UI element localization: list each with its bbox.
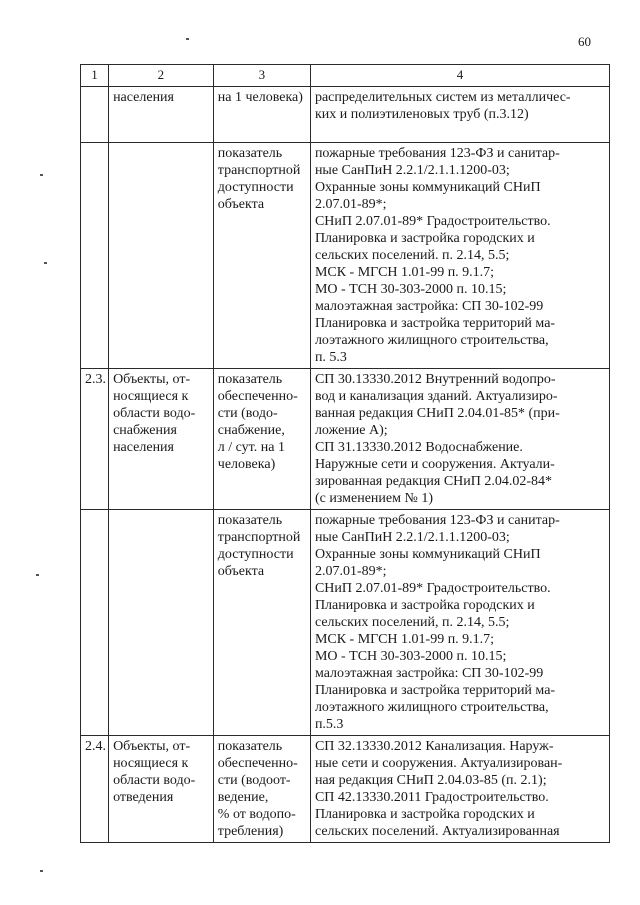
indicator-cell: показатель обеспеченно- сти (водо- снабжение, л / сут. на 1 человека) [213, 369, 310, 510]
object-cell [109, 510, 214, 736]
row-number [81, 87, 109, 143]
scan-speck [186, 38, 189, 40]
row-number [81, 143, 109, 369]
table-row [81, 87, 610, 143]
row-number [81, 510, 109, 736]
object-cell: Объекты, от- носящиеся к области водо- снабжения населения [109, 369, 214, 510]
table-header-row [81, 65, 610, 87]
scan-speck [40, 870, 43, 872]
scan-speck [36, 574, 39, 576]
indicator-cell: на 1 человека) [213, 87, 310, 143]
header-cell-3: 3 [213, 65, 310, 87]
object-cell: населения [109, 87, 214, 143]
row-number: 2.3. [81, 369, 109, 510]
header-cell-4: 4 [310, 65, 609, 87]
table-row [81, 510, 610, 736]
page-number: 60 [578, 34, 591, 49]
table-row [81, 369, 610, 510]
table-row [81, 736, 610, 843]
indicator-cell: показатель транспортной доступности объекта [213, 510, 310, 736]
norms-cell: распределительных систем из металличес- ких и полиэтиленовых труб (п.3.12) [310, 87, 609, 143]
object-cell: Объекты, от- носящиеся к области водо- отведения [109, 736, 214, 843]
norms-cell: пожарные требования 123-ФЗ и санитар- ные СанПиН 2.2.1/2.1.1.1200-03; Охранные зоны коммуникаций СНиП 2.07.01-89*; СНиП 2.07.01-89* Градостроительство. Планировка и застройка городских и сельских поселений. п. 2.14, 5.5; МСК - МГСН 1.01-99 п. 9.1.7; МО - ТСН 30-303-2000 п. 10.15; малоэтажная застройка: СП 30-102-99 Планировка и застройка территорий ма- лоэтажного жилищного строительства, п. 5.3 [310, 143, 609, 369]
row-number: 2.4. [81, 736, 109, 843]
indicator-cell: показатель транспортной доступности объекта [213, 143, 310, 369]
object-cell [109, 143, 214, 369]
table-row [81, 143, 610, 369]
indicator-cell: показатель обеспеченно- сти (водоот- ведение, % от водопо- требления) [213, 736, 310, 843]
header-cell-2: 2 [109, 65, 214, 87]
scan-speck [44, 262, 47, 264]
norms-cell: СП 30.13330.2012 Внутренний водопро- вод и канализация зданий. Актуализиро- ванная редакция СНиП 2.04.01-85* (при- ложение А); СП 31.13330.2012 Водоснабжение. Наружные сети и сооружения. Актуали- зированная редакция СНиП 2.04.02-84* (с изменением № 1) [310, 369, 609, 510]
norms-cell: СП 32.13330.2012 Канализация. Наруж- ные сети и сооружения. Актуализирован- ная редакция СНиП 2.04.03-85 (п. 2.1); СП 42.13330.2011 Градостроительство. Планировка и застройка городских и сельских поселений. Актуализированная [310, 736, 609, 843]
regulations-table [80, 64, 610, 843]
header-cell-1: 1 [81, 65, 109, 87]
norms-cell: пожарные требования 123-ФЗ и санитар- ные СанПиН 2.2.1/2.1.1.1200-03; Охранные зоны коммуникаций СНиП 2.07.01-89*; СНиП 2.07.01-89* Градостроительство. Планировка и застройка городских и сельских поселений, п. 2.14, 5.5; МСК - МГСН 1.01-99 п. 9.1.7; МО - ТСН 30-303-2000 п. 10.15; малоэтажная застройка: СП 30-102-99 Планировка и застройка территорий ма- лоэтажного жилищного строительства, п.5.3 [310, 510, 609, 736]
scan-speck [40, 174, 43, 176]
